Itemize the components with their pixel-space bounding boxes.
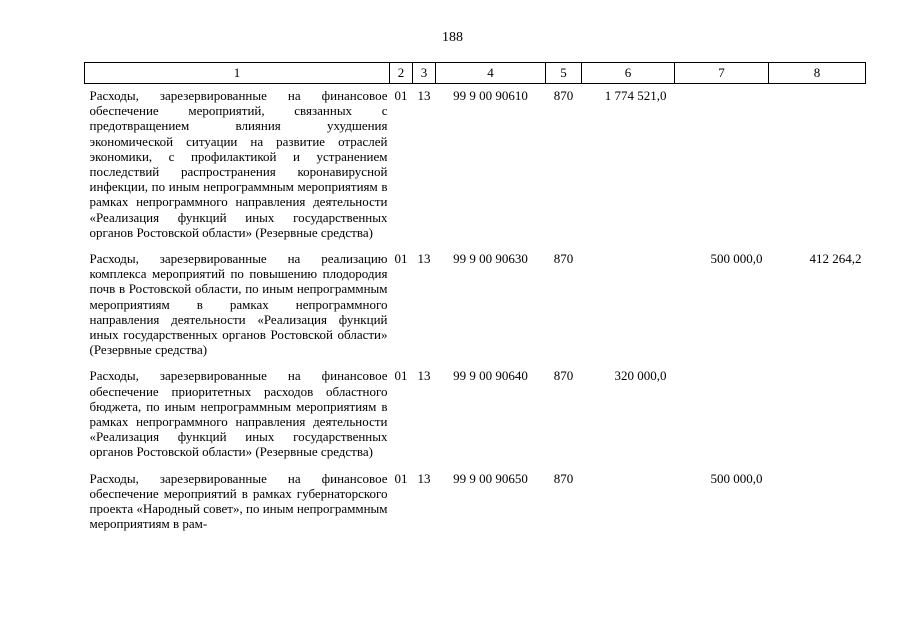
row-ministry-code: 01 — [394, 251, 408, 267]
header-col-4: 4 — [436, 63, 546, 84]
row-target-article: 99 9 00 90630 — [453, 251, 528, 267]
row-amount-col8: 412 264,2 — [809, 251, 862, 267]
row-amount-col6 — [582, 467, 675, 539]
row-amount-col7 — [675, 84, 769, 248]
row-target-article: 99 9 00 90650 — [453, 470, 528, 486]
row-amount-col8 — [769, 364, 866, 466]
table-row — [85, 247, 866, 364]
row-description: Расходы, зарезервированные на финансовое обеспечение мероприятий в рамках губернаторского проекта «Народный совет», по иным непрограммным мероприятиям в рам- — [89, 470, 388, 532]
row-section-code: 13 — [417, 368, 431, 384]
row-amount-col6 — [582, 247, 675, 364]
budget-table — [84, 62, 866, 538]
row-amount-col7: 500 000,0 — [710, 470, 763, 486]
header-col-6: 6 — [582, 63, 675, 84]
row-ministry-code: 01 — [394, 470, 408, 486]
row-amount-col7 — [675, 364, 769, 466]
table-row — [85, 364, 866, 466]
row-expense-type: 870 — [553, 470, 574, 486]
row-target-article: 99 9 00 90640 — [453, 368, 528, 384]
header-col-2: 2 — [390, 63, 413, 84]
header-col-1: 1 — [85, 63, 390, 84]
row-expense-type: 870 — [553, 251, 574, 267]
row-ministry-code: 01 — [394, 88, 408, 103]
row-description: Расходы, зарезервированные на финансовое обеспечение приоритетных расходов областного бюджета, по иным непрограммным мероприятиям в рамках непрограммного направления деятельности «Реализация функций иных государственных органов Ростовской области» (Резервные средства) — [89, 368, 388, 460]
row-amount-col6: 1 774 521,0 — [604, 88, 667, 103]
row-target-article: 99 9 00 90610 — [453, 88, 528, 103]
row-amount-col6: 320 000,0 — [614, 368, 667, 384]
row-description: Расходы, зарезервированные на финансовое обеспечение мероприятий, связанных с предотвращением влияния ухудшения экономической ситуации на развитие отраслей экономики, с профилактикой и устранением последствий распространения коронавирусной инфекции, по иным непрограммным мероприятиям в рамках непрограммного направления деятельности «Реализация функций иных государственных органов Ростовской области» (Резервные средства) — [89, 88, 388, 240]
row-description: Расходы, зарезервированные на реализацию комплекса мероприятий по повышению плодородия почв в Ростовской области, по иным непрограммным мероприятиям в рамках непрограммного направления деятельности «Реализация функций иных государственных органов Ростовской области» (Резервные средства) — [89, 251, 388, 358]
row-section-code: 13 — [417, 88, 431, 103]
row-amount-col8 — [769, 84, 866, 248]
table-row — [85, 84, 866, 248]
table-header-row — [85, 63, 866, 84]
header-col-3: 3 — [413, 63, 436, 84]
row-amount-col7: 500 000,0 — [710, 251, 763, 267]
header-col-7: 7 — [675, 63, 769, 84]
row-expense-type: 870 — [553, 368, 574, 384]
header-col-8: 8 — [769, 63, 866, 84]
row-ministry-code: 01 — [394, 368, 408, 384]
row-section-code: 13 — [417, 251, 431, 267]
page-number: 188 — [442, 30, 463, 45]
table-row — [85, 467, 866, 539]
header-col-5: 5 — [546, 63, 582, 84]
row-amount-col8 — [769, 467, 866, 539]
row-expense-type: 870 — [553, 88, 574, 103]
row-section-code: 13 — [417, 470, 431, 486]
